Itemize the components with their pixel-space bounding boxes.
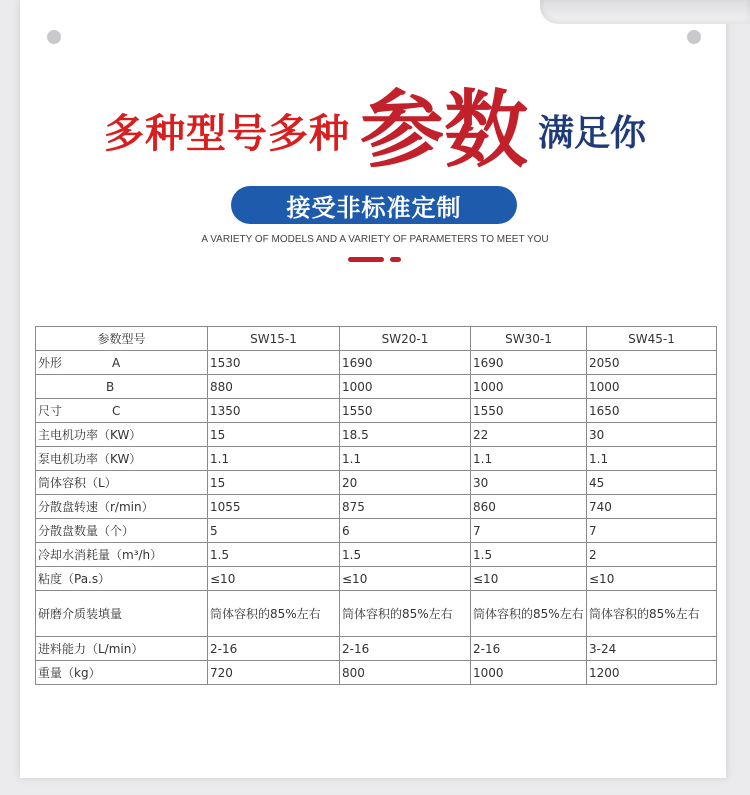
decor-bar-short <box>390 257 401 262</box>
header-cell: SW20-1 <box>340 327 471 351</box>
subtitle: A VARIETY OF MODELS AND A VARIETY OF PARAMETERS TO MEET YOU <box>201 234 549 245</box>
table-cell: 2-16 <box>208 637 340 661</box>
row-label: 冷却水消耗量（m³/h） <box>36 543 208 567</box>
table-cell: 筒体容积的85%左右 <box>208 591 340 637</box>
table-row <box>36 661 717 685</box>
table-cell: 筒体容积的85%左右 <box>471 591 587 637</box>
table-cell: 1550 <box>471 399 587 423</box>
punch-hole-right <box>687 30 701 44</box>
table-cell: 800 <box>340 661 471 685</box>
table-cell: 1.5 <box>471 543 587 567</box>
table-cell: 45 <box>587 471 717 495</box>
table-cell: 720 <box>208 661 340 685</box>
table-row <box>36 375 717 399</box>
row-label: 分散盘转速（r/min） <box>36 495 208 519</box>
table-row <box>36 423 717 447</box>
decor-bar-long <box>348 257 384 262</box>
row-label: 进料能力（L/min） <box>36 637 208 661</box>
table-cell: 875 <box>340 495 471 519</box>
table-row <box>36 567 717 591</box>
table-cell: ≤10 <box>587 567 717 591</box>
table-cell: 1000 <box>340 375 471 399</box>
row-label: 研磨介质装填量 <box>36 591 208 637</box>
table-cell: 1.5 <box>208 543 340 567</box>
dimension-sub: C <box>112 404 121 418</box>
table-cell: ≤10 <box>471 567 587 591</box>
headline-part3: 满足你 <box>538 112 647 154</box>
table-cell: 880 <box>208 375 340 399</box>
table-cell: 筒体容积的85%左右 <box>587 591 717 637</box>
table-row <box>36 495 717 519</box>
headline-part1: 多种型号多种 <box>103 110 350 157</box>
table-cell: 5 <box>208 519 340 543</box>
table-cell: 20 <box>340 471 471 495</box>
row-label <box>36 399 208 423</box>
row-label <box>36 375 208 399</box>
table-cell: 2 <box>587 543 717 567</box>
table-cell: 1.1 <box>587 447 717 471</box>
table-cell: 2-16 <box>340 637 471 661</box>
table-cell: 18.5 <box>340 423 471 447</box>
table-row <box>36 519 717 543</box>
table-cell: 1690 <box>340 351 471 375</box>
dimension-label: 外形 <box>38 356 63 370</box>
table-cell: 1650 <box>587 399 717 423</box>
table-cell: 1.1 <box>208 447 340 471</box>
table-header-row <box>36 327 717 351</box>
row-label: 泵电机功率（KW） <box>36 447 208 471</box>
table-cell: 1055 <box>208 495 340 519</box>
table-cell: 1000 <box>471 661 587 685</box>
table-cell: ≤10 <box>340 567 471 591</box>
table-row <box>36 543 717 567</box>
table-cell: 1000 <box>587 375 717 399</box>
table-cell: 15 <box>208 423 340 447</box>
table-cell: 30 <box>587 423 717 447</box>
headline <box>0 80 750 180</box>
table-cell: 2-16 <box>471 637 587 661</box>
headline-part2: 参数 <box>359 80 528 179</box>
table-row <box>36 591 717 637</box>
page-curl <box>540 0 750 24</box>
table-cell: 1.1 <box>471 447 587 471</box>
table-cell: 1550 <box>340 399 471 423</box>
row-label: 主电机功率（KW） <box>36 423 208 447</box>
table-cell: ≤10 <box>208 567 340 591</box>
dimension-label: 尺寸 <box>38 404 63 418</box>
table-cell: 1000 <box>471 375 587 399</box>
row-label <box>36 351 208 375</box>
row-label: 粘度（Pa.s） <box>36 567 208 591</box>
table-cell: 6 <box>340 519 471 543</box>
table-cell: 1200 <box>587 661 717 685</box>
table-row <box>36 471 717 495</box>
table-row <box>36 637 717 661</box>
custom-banner: 接受非标准定制 <box>231 186 517 224</box>
table-cell: 1.5 <box>340 543 471 567</box>
header-cell: SW15-1 <box>208 327 340 351</box>
table-cell: 1.1 <box>340 447 471 471</box>
table-cell: 3-24 <box>587 637 717 661</box>
table-cell: 740 <box>587 495 717 519</box>
dimension-sub: B <box>106 379 115 394</box>
punch-hole-left <box>47 30 61 44</box>
table-cell: 15 <box>208 471 340 495</box>
header-cell: 参数型号 <box>36 327 208 351</box>
table-row <box>36 351 717 375</box>
table-cell: 1690 <box>471 351 587 375</box>
table-cell: 7 <box>471 519 587 543</box>
table-cell: 860 <box>471 495 587 519</box>
table-cell: 7 <box>587 519 717 543</box>
row-label: 重量（kg） <box>36 661 208 685</box>
table-cell: 30 <box>471 471 587 495</box>
table-cell: 1350 <box>208 399 340 423</box>
spec-table <box>35 326 717 685</box>
table-cell: 22 <box>471 423 587 447</box>
table-row <box>36 447 717 471</box>
header-cell: SW45-1 <box>587 327 717 351</box>
table-row <box>36 399 717 423</box>
header-cell: SW30-1 <box>471 327 587 351</box>
table-cell: 2050 <box>587 351 717 375</box>
row-label: 分散盘数量（个） <box>36 519 208 543</box>
table-cell: 筒体容积的85%左右 <box>340 591 471 637</box>
table-cell: 1530 <box>208 351 340 375</box>
dimension-sub: A <box>112 356 121 370</box>
row-label: 筒体容积（L） <box>36 471 208 495</box>
